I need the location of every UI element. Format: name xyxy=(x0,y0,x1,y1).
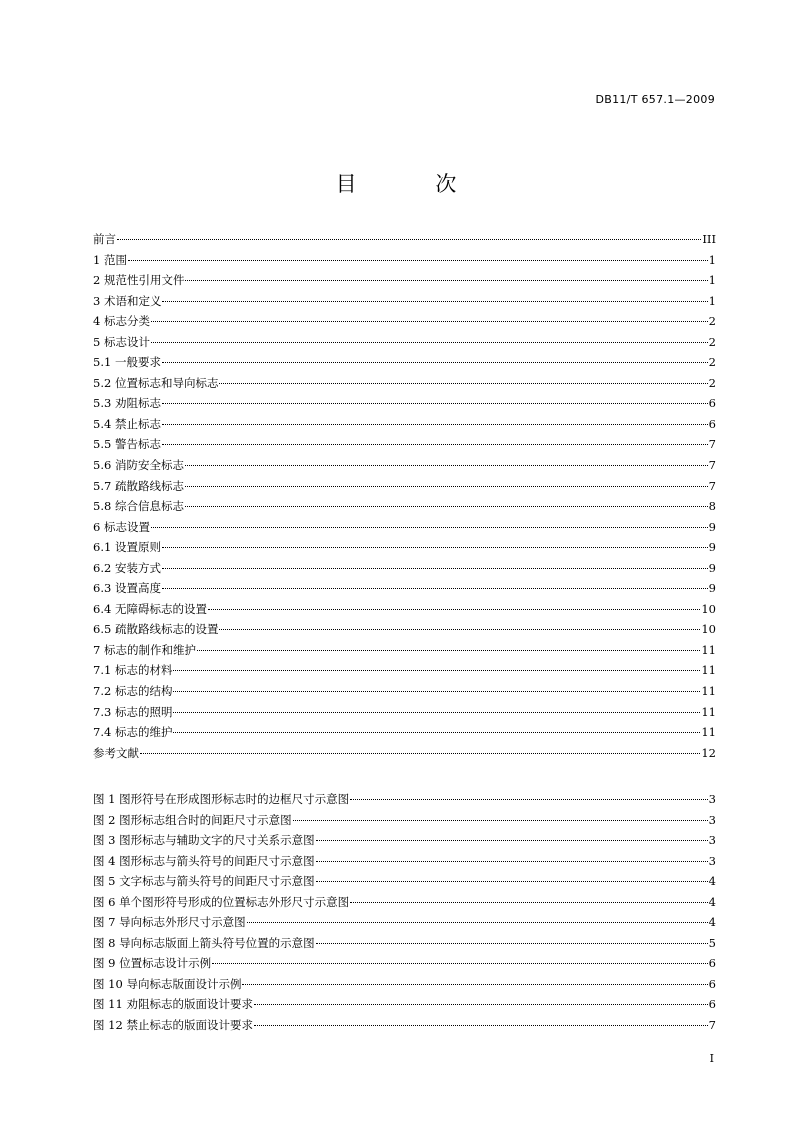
dot-leader xyxy=(162,568,708,569)
dot-leader xyxy=(350,902,708,903)
entry-page: 5 xyxy=(708,935,716,950)
toc-entry[interactable] xyxy=(93,334,716,355)
toc-entry[interactable] xyxy=(93,601,716,622)
dot-leader xyxy=(212,963,708,964)
entry-label: 图 2 图形标志组合时的间距尺寸示意图 xyxy=(93,812,292,827)
figure-entry[interactable] xyxy=(93,1017,716,1038)
entry-page: 2 xyxy=(708,334,716,349)
figure-entry[interactable] xyxy=(93,935,716,956)
entry-label: 5.8 综合信息标志 xyxy=(93,499,184,514)
entry-label: 图 6 单个图形符号形成的位置标志外形尺寸示意图 xyxy=(93,894,350,909)
entry-page: 7 xyxy=(708,458,716,473)
dot-leader xyxy=(254,1025,708,1026)
entry-page: 12 xyxy=(701,745,716,760)
entry-label: 图 5 文字标志与箭头符号的间距尺寸示意图 xyxy=(93,874,315,889)
entry-page: 6 xyxy=(708,976,716,991)
dot-leader xyxy=(151,342,708,343)
figure-entry[interactable] xyxy=(93,873,716,894)
entry-label: 6.2 安装方式 xyxy=(93,560,161,575)
dot-leader xyxy=(185,280,707,281)
figure-entry[interactable] xyxy=(93,832,716,853)
page-title: 目 次 xyxy=(335,172,493,196)
dot-leader xyxy=(162,362,708,363)
entry-page: 9 xyxy=(708,540,716,555)
standard-code: DB11/T 657.1—2009 xyxy=(595,93,715,106)
entry-label: 5 标志设计 xyxy=(93,334,150,349)
figure-entry[interactable] xyxy=(93,914,716,935)
dot-leader xyxy=(173,712,700,713)
entry-page: 3 xyxy=(708,812,716,827)
entry-page: 6 xyxy=(708,416,716,431)
dot-leader xyxy=(185,486,708,487)
toc-entry[interactable] xyxy=(93,724,716,745)
entry-page: 4 xyxy=(708,915,716,930)
dot-leader xyxy=(117,239,701,240)
entry-page: 2 xyxy=(708,355,716,370)
entry-page: 7 xyxy=(708,1018,716,1033)
dot-leader xyxy=(162,444,708,445)
entry-label: 5.2 位置标志和导向标志 xyxy=(93,375,219,390)
entry-page: 6 xyxy=(708,956,716,971)
toc-entry[interactable] xyxy=(93,704,716,725)
dot-leader xyxy=(254,1004,708,1005)
entry-page: 11 xyxy=(701,704,716,719)
entry-label: 7.2 标志的结构 xyxy=(93,684,173,699)
entry-label: 图 1 图形符号在形成图形标志时的边框尺寸示意图 xyxy=(93,792,350,806)
entry-page: 2 xyxy=(708,314,716,329)
toc-entry[interactable] xyxy=(93,457,716,478)
toc-entry[interactable] xyxy=(93,354,716,375)
dot-leader xyxy=(128,260,708,261)
figure-entry[interactable] xyxy=(93,894,716,915)
entry-label: 3 术语和定义 xyxy=(93,293,162,308)
list-of-figures xyxy=(93,791,716,1038)
dot-leader xyxy=(350,799,708,800)
entry-label: 6.1 设置原则 xyxy=(93,540,161,555)
entry-label: 6.4 无障碍标志的设置 xyxy=(93,601,207,616)
entry-label: 5.6 消防安全标志 xyxy=(93,458,184,473)
entry-page: 8 xyxy=(708,499,716,514)
dot-leader xyxy=(162,588,708,589)
toc-entry[interactable] xyxy=(93,745,716,766)
toc-entry[interactable] xyxy=(93,642,716,663)
toc-entry[interactable] xyxy=(93,621,716,642)
entry-page: 3 xyxy=(708,792,716,806)
entry-label: 图 12 禁止标志的版面设计要求 xyxy=(93,1018,253,1033)
entry-page: 3 xyxy=(708,833,716,848)
entry-page: 9 xyxy=(708,581,716,596)
dot-leader xyxy=(316,861,708,862)
entry-label: 6.3 设置高度 xyxy=(93,581,161,596)
dot-leader xyxy=(162,403,708,404)
dot-leader xyxy=(162,547,708,548)
toc-entry[interactable] xyxy=(93,436,716,457)
entry-label: 6.5 疏散路线标志的设置 xyxy=(93,622,219,637)
toc-entry[interactable] xyxy=(93,375,716,396)
entry-page: 11 xyxy=(701,642,716,657)
dot-leader xyxy=(316,840,708,841)
dot-leader xyxy=(162,301,707,302)
figure-entry[interactable] xyxy=(93,853,716,874)
entry-page: 7 xyxy=(708,478,716,493)
entry-page: 1 xyxy=(708,273,716,288)
entry-label: 4 标志分类 xyxy=(93,314,150,329)
entry-page: 11 xyxy=(701,684,716,699)
dot-leader xyxy=(162,424,708,425)
figure-entry[interactable] xyxy=(93,812,716,833)
toc-entry[interactable] xyxy=(93,498,716,519)
entry-label: 图 9 位置标志设计示例 xyxy=(93,956,212,971)
entry-label: 5.1 一般要求 xyxy=(93,355,161,370)
entry-page: 3 xyxy=(708,853,716,868)
entry-label: 图 10 导向标志版面设计示例 xyxy=(93,976,242,991)
dot-leader xyxy=(140,753,700,754)
entry-page: 1 xyxy=(708,293,716,308)
dot-leader xyxy=(316,943,708,944)
entry-page: 9 xyxy=(708,560,716,575)
entry-label: 1 范围 xyxy=(93,252,127,267)
toc-entry[interactable] xyxy=(93,683,716,704)
dot-leader xyxy=(208,609,700,610)
dot-leader xyxy=(219,383,707,384)
dot-leader xyxy=(247,922,708,923)
toc-entry[interactable] xyxy=(93,539,716,560)
entry-label: 5.7 疏散路线标志 xyxy=(93,478,184,493)
figure-entry[interactable] xyxy=(93,996,716,1017)
entry-label: 图 7 导向标志外形尺寸示意图 xyxy=(93,915,246,930)
toc-entry[interactable] xyxy=(93,519,716,540)
entry-page: 6 xyxy=(708,997,716,1012)
dot-leader xyxy=(173,691,700,692)
dot-leader xyxy=(197,650,700,651)
entry-page: III xyxy=(702,232,716,246)
toc-entry[interactable] xyxy=(93,252,716,273)
figure-entry[interactable] xyxy=(93,976,716,997)
entry-page: 10 xyxy=(701,622,716,637)
entry-label: 图 4 图形标志与箭头符号的间距尺寸示意图 xyxy=(93,853,315,868)
toc-entry[interactable] xyxy=(93,580,716,601)
table-of-contents xyxy=(93,231,716,765)
dot-leader xyxy=(151,321,708,322)
dot-leader xyxy=(173,732,700,733)
toc-entry[interactable] xyxy=(93,395,716,416)
entry-page: 6 xyxy=(708,396,716,411)
entry-page: 11 xyxy=(701,663,716,678)
toc-entry[interactable] xyxy=(93,272,716,293)
entry-page: 7 xyxy=(708,437,716,452)
dot-leader xyxy=(173,670,700,671)
entry-label: 6 标志设置 xyxy=(93,519,150,534)
toc-entry[interactable] xyxy=(93,293,716,314)
toc-entry[interactable] xyxy=(93,231,716,252)
entry-label: 图 11 劝阻标志的版面设计要求 xyxy=(93,997,253,1012)
dot-leader xyxy=(293,820,708,821)
entry-label: 2 规范性引用文件 xyxy=(93,273,185,288)
toc-entry[interactable] xyxy=(93,662,716,683)
toc-entry[interactable] xyxy=(93,478,716,499)
entry-label: 7.3 标志的照明 xyxy=(93,704,173,719)
entry-label: 图 3 图形标志与辅助文字的尺寸关系示意图 xyxy=(93,833,315,848)
entry-label: 5.5 警告标志 xyxy=(93,437,161,452)
dot-leader xyxy=(242,984,707,985)
entry-page: 9 xyxy=(708,519,716,534)
entry-label: 5.4 禁止标志 xyxy=(93,416,161,431)
dot-leader xyxy=(185,506,708,507)
entry-label: 7.4 标志的维护 xyxy=(93,725,173,740)
entry-page: 4 xyxy=(708,894,716,909)
toc-entry[interactable] xyxy=(93,416,716,437)
dot-leader xyxy=(185,465,708,466)
entry-label: 5.3 劝阻标志 xyxy=(93,396,161,411)
toc-entry[interactable] xyxy=(93,313,716,334)
figure-entry[interactable] xyxy=(93,791,716,812)
entry-page: 10 xyxy=(701,601,716,616)
entry-page: 1 xyxy=(708,252,716,267)
entry-label: 参考文献 xyxy=(93,745,139,760)
entry-label: 7 标志的制作和维护 xyxy=(93,642,196,657)
entry-label: 图 8 导向标志版面上箭头符号位置的示意图 xyxy=(93,935,315,950)
dot-leader xyxy=(151,527,708,528)
entry-page: 2 xyxy=(708,375,716,390)
toc-entry[interactable] xyxy=(93,560,716,581)
entry-label: 7.1 标志的材料 xyxy=(93,663,173,678)
dot-leader xyxy=(219,629,700,630)
entry-label: 前言 xyxy=(93,232,116,246)
entry-page: 11 xyxy=(701,725,716,740)
figure-entry[interactable] xyxy=(93,955,716,976)
entry-page: 4 xyxy=(708,874,716,889)
page-number: I xyxy=(709,1052,714,1065)
dot-leader xyxy=(316,881,708,882)
